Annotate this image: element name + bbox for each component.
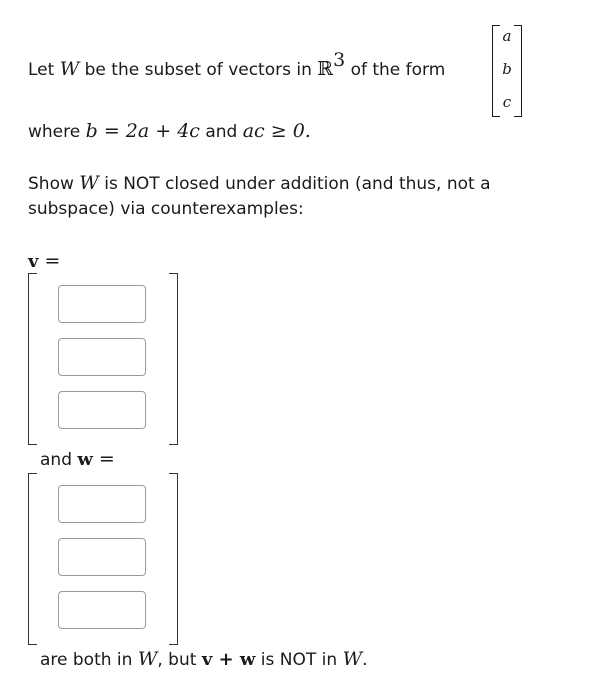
- vector-v-entry-1[interactable]: [58, 285, 146, 323]
- form-matrix-entry-a: a: [502, 27, 512, 45]
- condition-and-text: and: [199, 122, 243, 142]
- intro-line: [28, 49, 446, 80]
- condition-inequality: ac ≥ 0.: [242, 120, 311, 142]
- vector-v-entry-3[interactable]: [58, 391, 146, 429]
- conclusion-var-W-2: W: [342, 648, 363, 670]
- vector-v-label: [28, 250, 60, 272]
- vector-v-left-bracket: [28, 273, 37, 445]
- vector-v-entry-2[interactable]: [58, 338, 146, 376]
- condition-prefix-text: where: [28, 122, 86, 142]
- instruction-prefix: Show: [28, 174, 80, 194]
- conclusion-line: [40, 648, 368, 670]
- form-matrix: [492, 25, 522, 115]
- var-W: W: [59, 58, 80, 80]
- vector-v-equals: =: [38, 250, 61, 272]
- vector-w-and-text: and: [40, 450, 78, 470]
- intro-suffix-text: of the form: [345, 60, 446, 80]
- vector-w-symbol: w: [77, 449, 93, 470]
- condition-line: [28, 120, 311, 142]
- instruction-line-1: [28, 171, 491, 197]
- form-matrix-entry-b: b: [502, 60, 512, 78]
- vector-w-entry-3[interactable]: [58, 591, 146, 629]
- conclusion-suffix: .: [362, 650, 368, 670]
- conclusion-mid-2: is NOT in: [255, 650, 343, 670]
- vector-w-entry-1[interactable]: [58, 485, 146, 523]
- field-R: ℝ: [317, 58, 334, 80]
- vector-v-right-bracket: [169, 273, 178, 445]
- vector-w-matrix: [28, 473, 178, 643]
- conclusion-sum-v-w: v + w: [201, 649, 256, 670]
- form-matrix-entry-c: c: [502, 93, 512, 111]
- instruction-rest: is NOT closed under addition (and thus, not a: [98, 174, 491, 194]
- condition-equation: b = 2a + 4c: [85, 120, 200, 142]
- vector-w-right-bracket: [169, 473, 178, 645]
- vector-w-label: [40, 448, 115, 470]
- instruction-var-W: W: [79, 172, 99, 194]
- vector-v-matrix: [28, 273, 178, 443]
- intro-mid-text: be the subset of vectors in: [79, 60, 318, 80]
- vector-w-entry-2[interactable]: [58, 538, 146, 576]
- conclusion-prefix: are both in: [40, 650, 138, 670]
- field-exponent: 3: [333, 49, 346, 71]
- conclusion-var-W-1: W: [137, 648, 158, 670]
- intro-prefix-text: Let: [28, 60, 60, 80]
- vector-v-symbol: v: [28, 251, 39, 272]
- vector-w-left-bracket: [28, 473, 37, 645]
- conclusion-mid-1: , but: [157, 650, 202, 670]
- instruction-line-2: subspace) via counterexamples:: [28, 199, 304, 219]
- vector-w-equals: =: [92, 448, 115, 470]
- instruction-paragraph: [28, 171, 491, 222]
